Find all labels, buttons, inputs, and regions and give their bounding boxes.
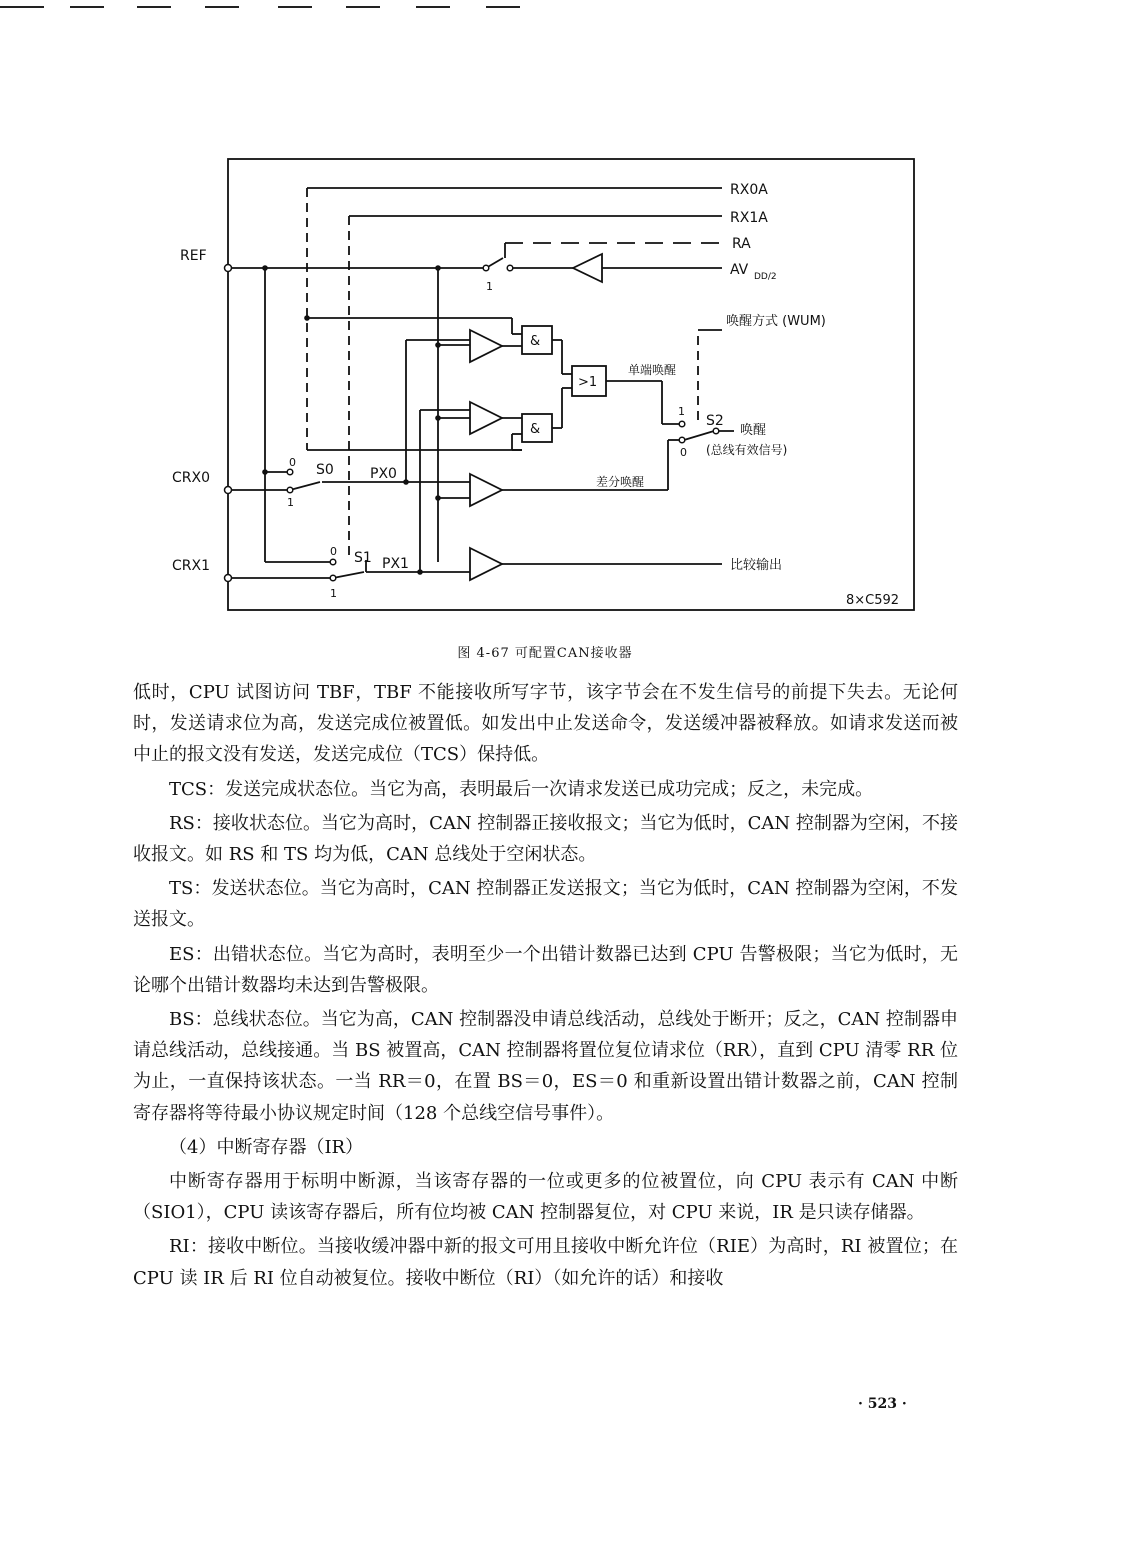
top-rule <box>346 6 380 8</box>
rx0a-label: RX0A <box>730 182 768 198</box>
top-rule <box>205 6 239 8</box>
paragraph: BS：总线状态位。当它为高，CAN 控制器没申请总线活动，总线处于断开；反之，CAN 控制器申请总线活动，总线接通。当 BS 被置高，CAN 控制器将置位复位请求位（RR），直到 CPU 清零 RR 位为止，一直保持该状态。一当 RR＝0，在置 BS＝0，ES＝0 和重新设置出错计数器之前，CAN 控制寄存器将等待最小协议规定时间（128 个总线空信号事件）。 <box>133 1009 958 1124</box>
and-gate-2-label: & <box>530 422 541 437</box>
s2-pos1-label: 1 <box>678 405 685 418</box>
top-rule <box>278 6 312 8</box>
wake-sub-label: (总线有效信号) <box>706 443 788 457</box>
top-rule <box>416 6 450 8</box>
top-rule <box>70 6 104 8</box>
top-rule <box>137 6 171 8</box>
wake-mode-label: 唤醒方式 (WUM) <box>726 314 826 329</box>
crx0-label: CRX0 <box>172 470 211 486</box>
can-receiver-diagram <box>150 150 930 620</box>
page-number: · 523 · <box>858 1396 907 1412</box>
ra-switch-pos1-label: 1 <box>486 280 493 293</box>
rx1a-label: RX1A <box>730 210 768 226</box>
ra-label: RA <box>732 236 751 252</box>
s0-pos0-label: 0 <box>289 456 296 469</box>
wake-label: 唤醒 <box>740 423 767 438</box>
paragraph: TS：发送状态位。当它为高时，CAN 控制器正发送报文；当它为低时，CAN 控制器为空闲，不发送报文。 <box>133 878 958 931</box>
crx1-label: CRX1 <box>172 558 211 574</box>
body-text <box>133 677 958 1297</box>
paragraph: ES：出错状态位。当它为高时，表明至少一个出错计数器已达到 CPU 告警极限；当它为低时，无论哪个出错计数器均未达到告警极限。 <box>133 943 958 996</box>
paragraph: RI：接收中断位。当接收缓冲器中新的报文可用且接收中断允许位（RIE）为高时，RI 被置位；在 CPU 读 IR 后 RI 位自动被复位。接收中断位（RI）（如允许的话）和接收 <box>133 1236 958 1289</box>
s0-label: S0 <box>316 462 334 478</box>
s2-label: S2 <box>706 413 724 429</box>
and-gate-1-label: & <box>530 334 541 349</box>
px1-label: PX1 <box>382 556 409 572</box>
avdd-subscript: DD/2 <box>754 272 777 282</box>
top-rule <box>0 6 44 8</box>
paragraph: RS：接收状态位。当它为高时，CAN 控制器正接收报文；当它为低时，CAN 控制器为空闲，不接收报文。如 RS 和 TS 均为低，CAN 总线处于空闲状态。 <box>133 812 958 866</box>
s2-pos0-label: 0 <box>680 446 687 459</box>
differential-wake-label: 差分唤醒 <box>596 475 645 489</box>
s0-pos1-label: 1 <box>287 496 294 509</box>
top-rule <box>486 6 520 8</box>
chip-label: 8×C592 <box>846 593 900 608</box>
compare-output-label: 比较输出 <box>730 558 783 573</box>
section-heading: （4）中断寄存器（IR） <box>169 1136 364 1158</box>
or-gate-label: >1 <box>578 375 598 390</box>
s1-pos1-label: 1 <box>330 587 337 600</box>
paragraph: TCS：发送完成状态位。当它为高，表明最后一次请求发送已成功完成；反之，未完成。 <box>169 778 874 800</box>
s1-label: S1 <box>354 550 372 566</box>
avdd-label: AV <box>730 262 749 278</box>
paragraph: 低时，CPU 试图访问 TBF，TBF 不能接收所写字节，该字节会在不发生信号的前提下失去。无论何时，发送请求位为高，发送完成位被置低。如发出中止发送命令，发送缓冲器被释放。如请求发送而被中止的报文没有发送，发送完成位（TCS）保持低。 <box>133 682 958 766</box>
s1-pos0-label: 0 <box>330 545 337 558</box>
paragraph: 中断寄存器用于标明中断源，当该寄存器的一位或更多的位被置位，向 CPU 表示有 CAN 中断（SIO1），CPU 读该寄存器后，所有位均被 CAN 控制器复位，对 CPU 来说，IR 是只读存储器。 <box>133 1171 958 1224</box>
ref-label: REF <box>180 248 207 264</box>
figure-caption: 图 4-67 可配置CAN接收器 <box>457 646 633 661</box>
px0-label: PX0 <box>370 466 397 482</box>
single-ended-wake-label: 单端唤醒 <box>628 363 677 377</box>
